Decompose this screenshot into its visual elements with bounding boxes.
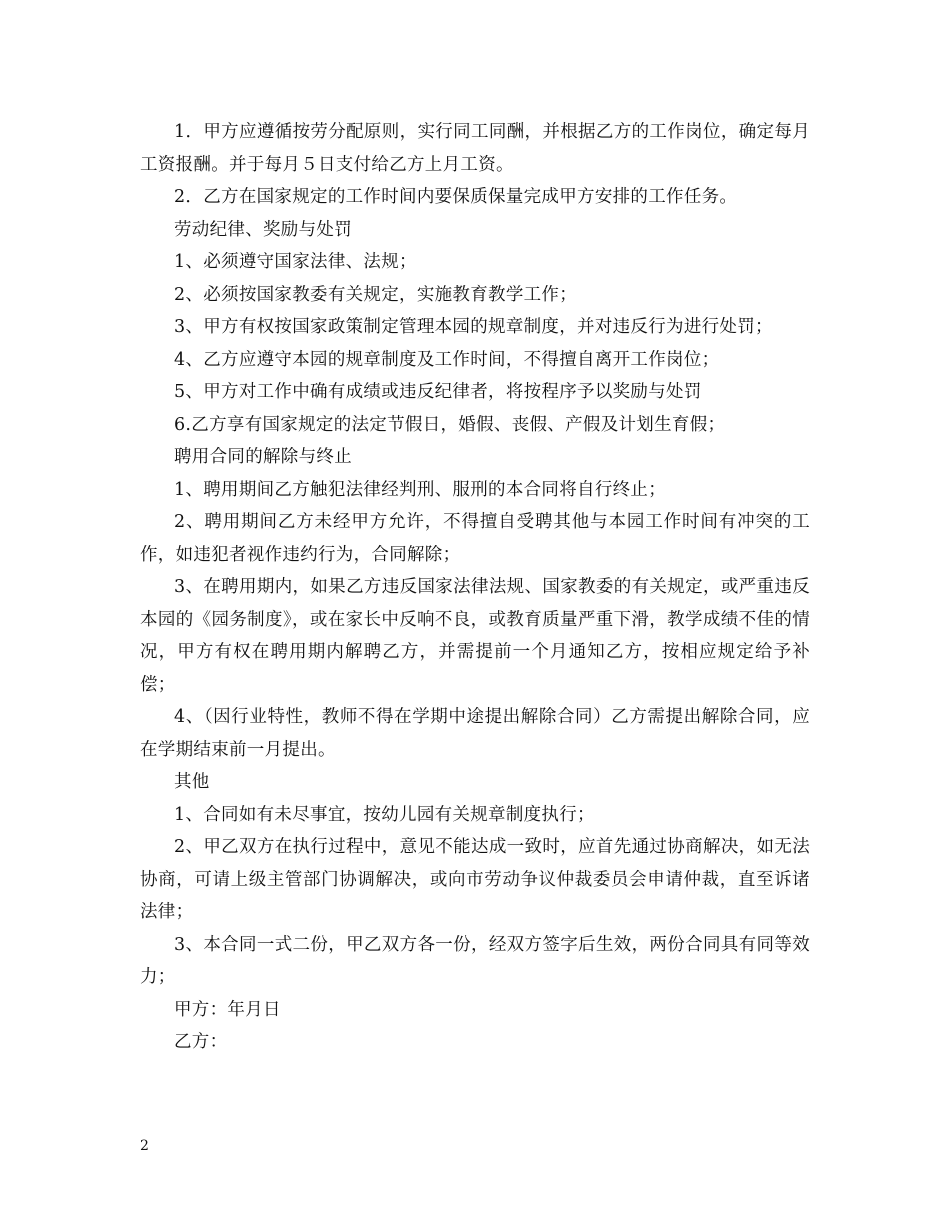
paragraph-other-3: 3、本合同一式二份，甲乙双方各一份，经双方签字后生效，两份合同具有同等效力； <box>140 934 810 987</box>
paragraph-discipline-5: 5、甲方对工作中确有成绩或违反纪律者，将按程序予以奖励与处罚 <box>174 382 702 402</box>
paragraph-termination-3: 3、在聘用期内，如果乙方违反国家法律法规、国家教委的有关规定，或严重违反本园的《园务制度》，或在家长中反响不良，或教育质量严重下滑，教学成绩不佳的情况，甲方有权在聘用期内解聘乙方，并需提前一个月通知乙方，按相应规定给予补偿； <box>140 577 810 695</box>
page-number: 2 <box>140 1138 149 1154</box>
section-heading-other: 其他 <box>174 772 210 792</box>
document-body <box>140 116 810 1059</box>
paragraph-discipline-6: 6.乙方享有国家规定的法定节假日，婚假、丧假、产假及计划生育假； <box>174 414 726 435</box>
signature-party-b: 乙方： <box>174 1032 228 1052</box>
paragraph-other-2: 2、甲乙双方在执行过程中，意见不能达成一致时，应首先通过协商解决，如无法协商，可请上级主管部门协调解决，或向市劳动争议仲裁委员会申请仲裁，直至诉诸法律； <box>140 837 810 922</box>
paragraph-work-task: 2．乙方在国家规定的工作时间内要保质保量完成甲方安排的工作任务。 <box>174 187 738 207</box>
paragraph-termination-4: 4、（因行业特性，教师不得在学期中途提出解除合同）乙方需提出解除合同，应在学期结束前一月提出。 <box>140 707 810 760</box>
section-heading-termination: 聘用合同的解除与终止 <box>174 447 352 467</box>
signature-party-a: 甲方：年月日 <box>174 999 281 1020</box>
paragraph-discipline-1: 1、必须遵守国家法律、法规； <box>174 252 417 272</box>
paragraph-salary-principle: 1．甲方应遵循按劳分配原则，实行同工同酬，并根据乙方的工作岗位，确定每月工资报酬。并于每月５日支付给乙方上月工资。 <box>140 122 810 175</box>
paragraph-termination-1: 1、聘用期间乙方触犯法律经判刑、服刑的本合同将自行终止； <box>174 479 667 500</box>
paragraph-discipline-4: 4、乙方应遵守本园的规章制度及工作时间，不得擅自离开工作岗位； <box>174 349 720 370</box>
paragraph-other-1: 1、合同如有未尽事宜，按幼儿园有关规章制度执行； <box>174 804 595 825</box>
paragraph-discipline-2: 2、必须按国家教委有关规定，实施教育教学工作； <box>174 284 578 305</box>
paragraph-discipline-3: 3、甲方有权按国家政策制定管理本园的规章制度，并对违反行为进行处罚； <box>174 317 773 337</box>
paragraph-termination-2: 2、聘用期间乙方未经甲方允许，不得擅自受聘其他与本园工作时间有冲突的工作，如违犯者视作违约行为，合同解除； <box>140 512 810 565</box>
section-heading-discipline: 劳动纪律、奖励与处罚 <box>174 219 352 240</box>
